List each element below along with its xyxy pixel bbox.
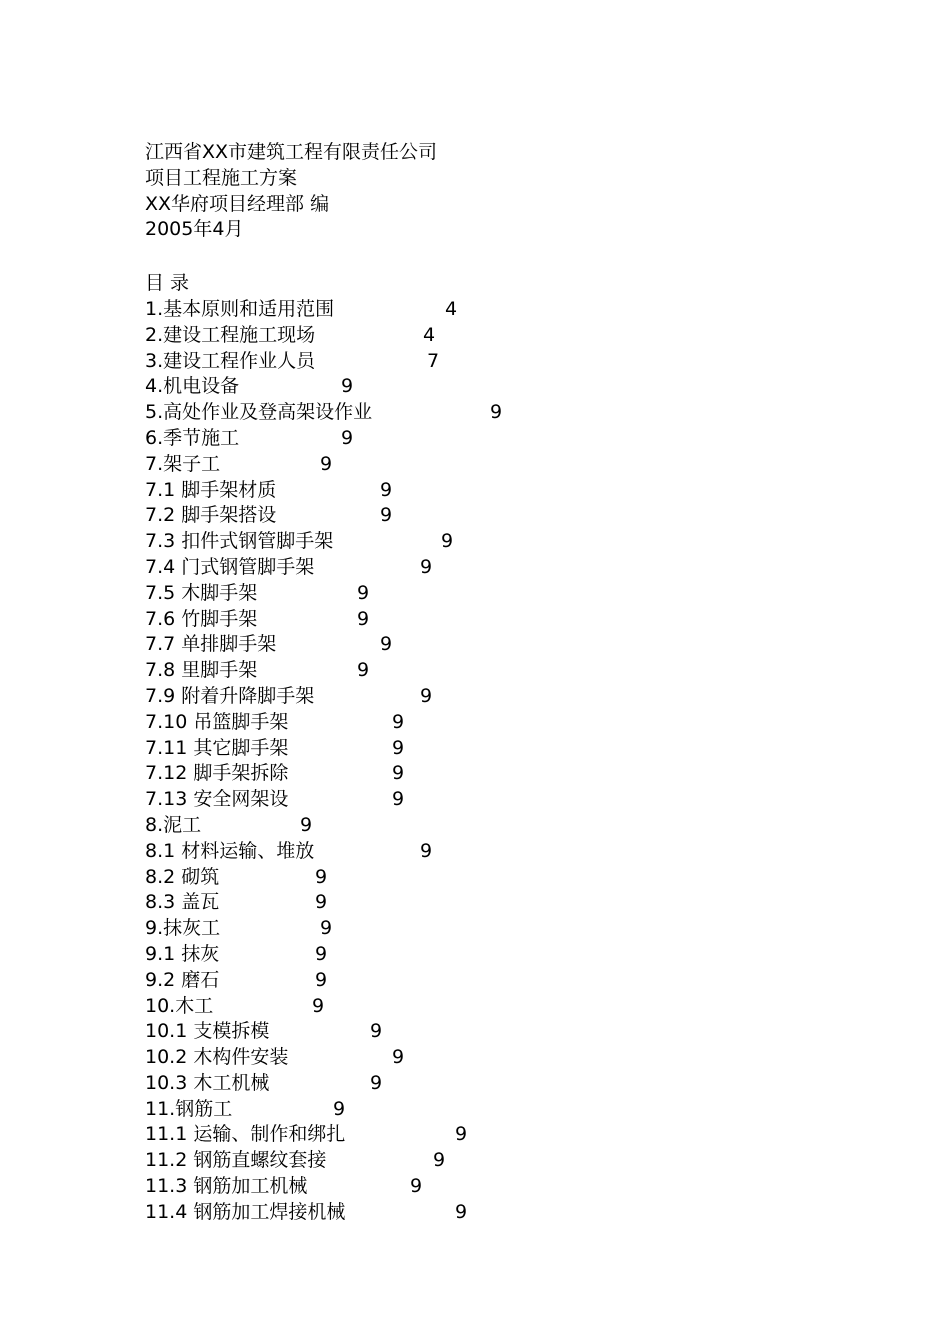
toc-entry-label: 8.3 盖瓦 bbox=[145, 891, 220, 914]
toc-entry-page: 4 bbox=[423, 323, 436, 346]
toc-entry-label: 8.1 材料运输、堆放 bbox=[145, 839, 315, 862]
toc-entry-label: 8.2 砌筑 bbox=[145, 865, 220, 888]
toc-entry-page: 9 bbox=[380, 504, 393, 527]
toc-entry-page: 9 bbox=[333, 1097, 346, 1120]
toc-entry-label: 11.4 钢筋加工焊接机械 bbox=[145, 1200, 346, 1223]
toc-entry-label: 10.2 木构件安装 bbox=[145, 1046, 289, 1069]
toc-entry-page: 9 bbox=[312, 994, 325, 1017]
toc-entry-page: 9 bbox=[380, 478, 393, 501]
toc-entry-page: 9 bbox=[357, 659, 370, 682]
toc-entry-label: 7.6 竹脚手架 bbox=[145, 607, 258, 630]
toc-entry-page: 9 bbox=[441, 530, 454, 553]
toc-entry-label: 7.12 脚手架拆除 bbox=[145, 762, 289, 785]
toc-entry-label: 2.建设工程施工现场 bbox=[145, 323, 316, 346]
toc-entry-label: 7.9 附着升降脚手架 bbox=[145, 684, 315, 707]
toc-entry-label: 7.8 里脚手架 bbox=[145, 659, 258, 682]
toc-entry-label: 8.泥工 bbox=[145, 813, 202, 836]
toc-entry-page: 9 bbox=[455, 1123, 468, 1146]
toc-entry-page: 9 bbox=[357, 607, 370, 630]
toc-entry-page: 9 bbox=[380, 633, 393, 656]
toc-entry-page: 9 bbox=[433, 1149, 446, 1172]
toc-entry-page: 9 bbox=[392, 788, 405, 811]
toc-entry-page: 9 bbox=[392, 736, 405, 759]
toc-entry-page: 9 bbox=[392, 710, 405, 733]
toc-entry-label: 11.3 钢筋加工机械 bbox=[145, 1175, 308, 1198]
toc-entry-label: 7.5 木脚手架 bbox=[145, 581, 258, 604]
toc-entry-page: 9 bbox=[315, 942, 328, 965]
toc-entry-label: 11.1 运输、制作和绑扎 bbox=[145, 1123, 346, 1146]
toc-entry-label: 7.架子工 bbox=[145, 452, 221, 475]
toc-entry-label: 7.7 单排脚手架 bbox=[145, 633, 277, 656]
toc-entry-page: 9 bbox=[370, 1071, 383, 1094]
document-title: 项目工程施工方案 bbox=[145, 166, 298, 189]
toc-entry-label: 10.1 支模拆模 bbox=[145, 1020, 270, 1043]
toc-entry-page: 9 bbox=[320, 917, 333, 940]
document-date: 2005年4月 bbox=[145, 218, 244, 241]
toc-entry-page: 9 bbox=[420, 839, 433, 862]
toc-entry-page: 9 bbox=[392, 1046, 405, 1069]
toc-entry-label: 7.3 扣件式钢管脚手架 bbox=[145, 530, 334, 553]
toc-entry-label: 10.木工 bbox=[145, 994, 214, 1017]
toc-entry-page: 9 bbox=[455, 1200, 468, 1223]
toc-entry-page: 9 bbox=[315, 865, 328, 888]
toc-entry-page: 9 bbox=[300, 813, 313, 836]
toc-entry-label: 4.机电设备 bbox=[145, 375, 240, 398]
toc-entry-label: 9.抹灰工 bbox=[145, 917, 221, 940]
toc-entry-label: 7.1 脚手架材质 bbox=[145, 478, 277, 501]
toc-entry-label: 7.10 吊篮脚手架 bbox=[145, 710, 289, 733]
toc-entry-page: 9 bbox=[357, 581, 370, 604]
toc-entry-label: 1.基本原则和适用范围 bbox=[145, 297, 335, 320]
toc-heading: 目 录 bbox=[145, 272, 190, 295]
toc-entry-page: 9 bbox=[341, 426, 354, 449]
toc-entry-page: 9 bbox=[392, 762, 405, 785]
toc-entry-page: 9 bbox=[315, 968, 328, 991]
toc-entry-page: 7 bbox=[427, 349, 440, 372]
editor-line: XX华府项目经理部 编 bbox=[145, 192, 330, 215]
toc-entry-label: 9.2 磨石 bbox=[145, 968, 220, 991]
toc-entry-page: 9 bbox=[315, 891, 328, 914]
toc-entry-page: 4 bbox=[445, 297, 458, 320]
toc-entry-page: 9 bbox=[420, 684, 433, 707]
toc-entry-page: 9 bbox=[410, 1175, 423, 1198]
toc-entry-page: 9 bbox=[420, 555, 433, 578]
toc-entry-page: 9 bbox=[320, 452, 333, 475]
toc-entry-page: 9 bbox=[490, 401, 503, 424]
company-name: 江西省XX市建筑工程有限责任公司 bbox=[145, 141, 438, 163]
toc-entry-label: 10.3 木工机械 bbox=[145, 1071, 270, 1094]
toc-entry-label: 7.2 脚手架搭设 bbox=[145, 504, 277, 527]
toc-entry-label: 5.高处作业及登高架设作业 bbox=[145, 401, 373, 424]
toc-entry-label: 7.13 安全网架设 bbox=[145, 788, 289, 811]
toc-entry-label: 9.1 抹灰 bbox=[145, 942, 220, 965]
toc-entry-label: 11.钢筋工 bbox=[145, 1097, 233, 1120]
toc-entry-page: 9 bbox=[370, 1020, 383, 1043]
toc-entry-label: 3.建设工程作业人员 bbox=[145, 349, 316, 372]
toc-entry-page: 9 bbox=[341, 375, 354, 398]
toc-entry-label: 6.季节施工 bbox=[145, 426, 240, 449]
toc-entry-label: 7.4 门式钢管脚手架 bbox=[145, 555, 315, 578]
toc-entry-label: 7.11 其它脚手架 bbox=[145, 736, 289, 759]
toc-entry-label: 11.2 钢筋直螺纹套接 bbox=[145, 1149, 327, 1172]
